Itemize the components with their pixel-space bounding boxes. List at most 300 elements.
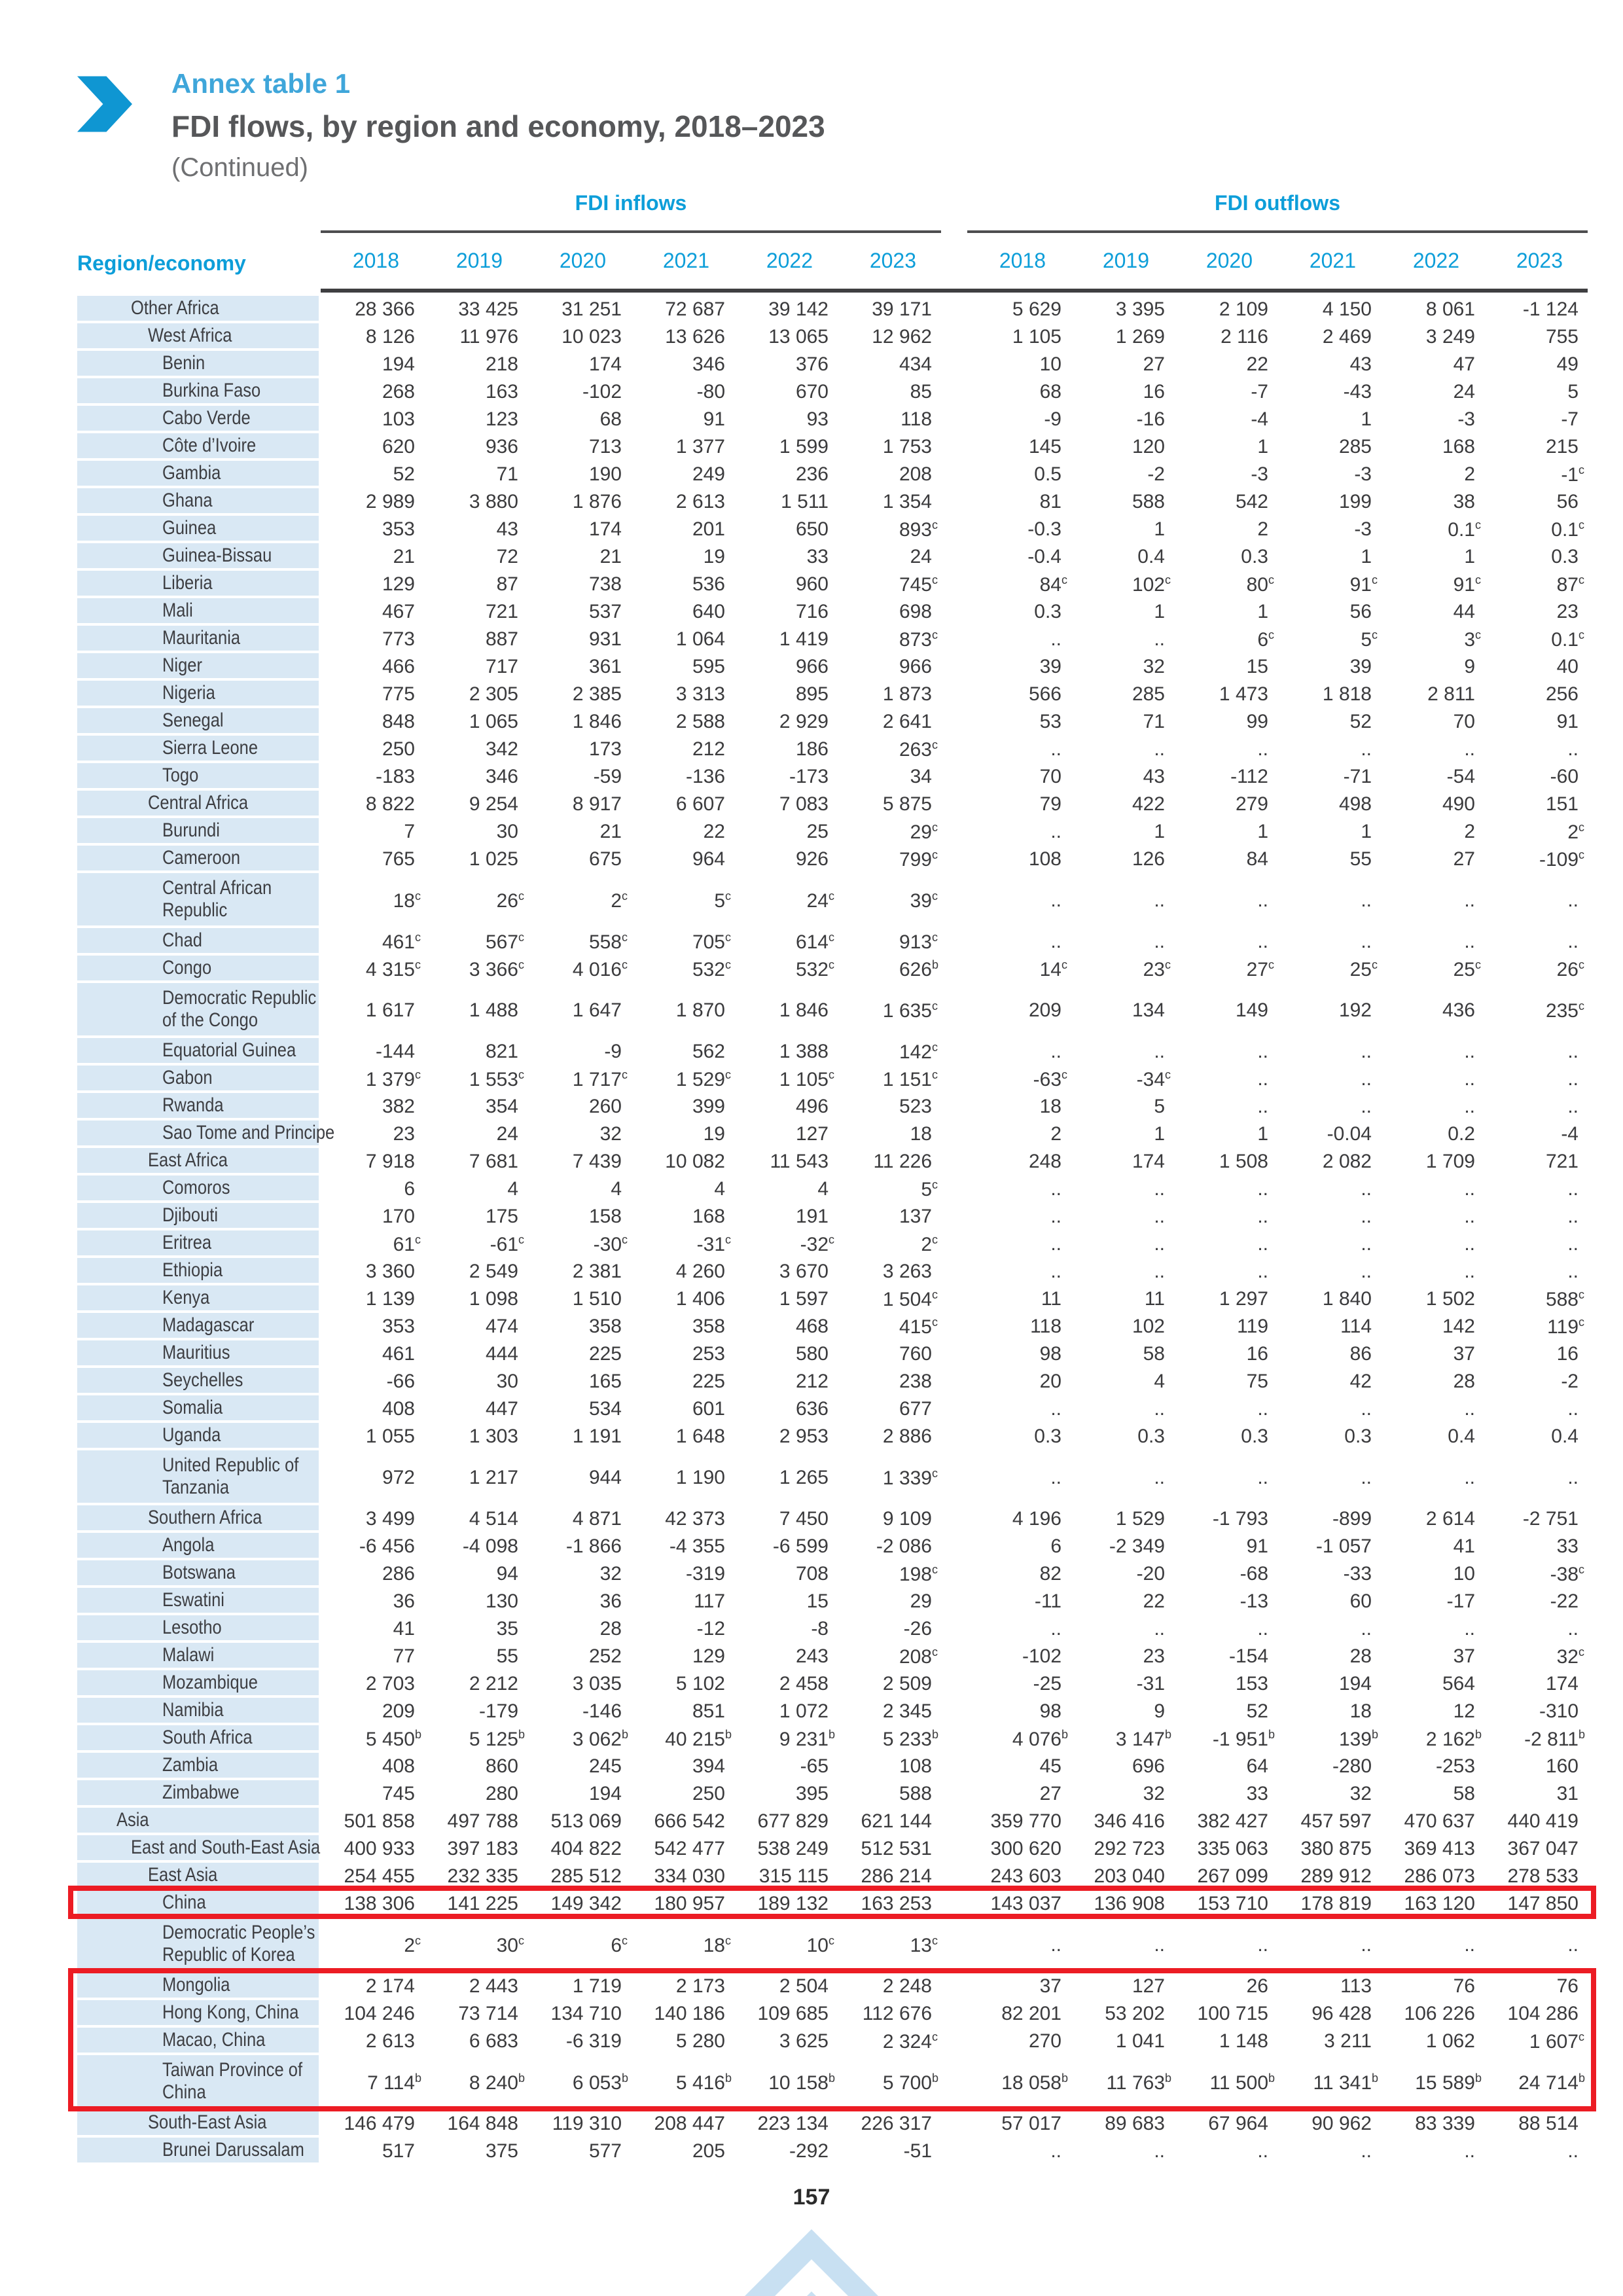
value-cell: 238 bbox=[899, 1371, 932, 1392]
value-cell: 4 076$^b$ bbox=[1012, 1727, 1069, 1750]
value-cell: 26$^c$ bbox=[496, 889, 524, 912]
value-cell: 3 249 bbox=[1425, 326, 1475, 348]
value-cell: 434 bbox=[899, 353, 932, 375]
value-cell: 2 641 bbox=[882, 711, 932, 732]
value-cell: 27 bbox=[1039, 1783, 1061, 1804]
value-cell: -146 bbox=[582, 1700, 622, 1722]
value-cell: 2 613 bbox=[365, 2030, 415, 2052]
value-cell: 4 260 bbox=[675, 1261, 725, 1282]
value-cell: 5 875 bbox=[882, 793, 932, 815]
value-cell: 713 bbox=[588, 436, 622, 457]
region-label: Gambia bbox=[77, 461, 319, 488]
row-values bbox=[321, 1340, 1588, 1368]
value-cell: 29$^c$ bbox=[910, 820, 938, 843]
value-cell: 1 617 bbox=[365, 999, 415, 1021]
region-label: Namibia bbox=[77, 1698, 319, 1725]
row-values bbox=[321, 1808, 1588, 1835]
value-cell: 461$^c$ bbox=[382, 930, 421, 953]
value-cell: .. bbox=[1361, 1398, 1372, 1420]
row-values bbox=[321, 296, 1588, 323]
value-cell: 893$^c$ bbox=[899, 518, 938, 541]
value-cell: 91 bbox=[1556, 711, 1578, 732]
value-cell: .. bbox=[1464, 889, 1475, 911]
table-row bbox=[0, 1615, 1623, 1643]
value-cell: 1 339$^c$ bbox=[882, 1466, 938, 1489]
value-cell: 542 477 bbox=[654, 1838, 725, 1859]
value-cell: 9 254 bbox=[469, 793, 518, 815]
value-cell: 773 bbox=[382, 628, 415, 650]
region-label: Democratic People’s Republic of Korea bbox=[77, 1918, 319, 1973]
value-cell: 2 811 bbox=[1427, 683, 1475, 705]
value-cell: 10 158$^b$ bbox=[768, 2071, 836, 2094]
value-cell: 5 233$^b$ bbox=[882, 1727, 939, 1750]
value-cell: 160 bbox=[1545, 1755, 1578, 1777]
value-cell: 11 bbox=[1144, 1288, 1165, 1310]
value-cell: 501 858 bbox=[344, 1810, 415, 1832]
table-row bbox=[0, 1423, 1623, 1450]
value-cell: 601 bbox=[692, 1398, 725, 1420]
value-cell: 104 286 bbox=[1507, 2003, 1578, 2024]
value-cell: 89 683 bbox=[1105, 2113, 1165, 2134]
value-cell: 127 bbox=[795, 1123, 829, 1145]
value-cell: 0.3 bbox=[1551, 546, 1578, 567]
region-label: Zimbabwe bbox=[77, 1780, 319, 1808]
table-row bbox=[0, 1890, 1623, 1918]
value-cell: 0.3 bbox=[1137, 1426, 1165, 1447]
value-cell: .. bbox=[1567, 1467, 1578, 1488]
value-cell: 285 512 bbox=[550, 1865, 622, 1887]
value-cell: 87$^c$ bbox=[1556, 573, 1584, 596]
value-cell: 194 bbox=[588, 1783, 622, 1804]
value-cell: 163 120 bbox=[1404, 1893, 1475, 1914]
year-header: 2021 bbox=[1309, 249, 1356, 272]
year-header: 2023 bbox=[869, 249, 916, 272]
row-values bbox=[321, 791, 1588, 818]
row-values bbox=[321, 818, 1588, 846]
value-cell: 79 bbox=[1039, 793, 1061, 815]
value-cell: 2 886 bbox=[882, 1426, 932, 1447]
value-cell: 2 989 bbox=[365, 491, 415, 512]
value-cell: 2 bbox=[1464, 821, 1475, 842]
value-cell: .. bbox=[1567, 1261, 1578, 1282]
value-cell: 279 bbox=[1235, 793, 1268, 815]
value-cell: 353 bbox=[382, 518, 415, 540]
value-cell: 3 366$^c$ bbox=[469, 958, 524, 980]
value-cell: .. bbox=[1567, 1096, 1578, 1117]
value-cell: 42 373 bbox=[665, 1508, 725, 1530]
value-cell: -51 bbox=[903, 2140, 932, 2162]
value-cell: 8 061 bbox=[1425, 298, 1475, 320]
value-cell: 1 217 bbox=[469, 1467, 518, 1488]
value-cell: 119 bbox=[1237, 1316, 1268, 1337]
value-cell: .. bbox=[1361, 1467, 1372, 1488]
value-cell: 5 450$^b$ bbox=[365, 1727, 422, 1750]
value-cell: 5$^c$ bbox=[1361, 628, 1378, 651]
table-row bbox=[0, 1780, 1623, 1808]
row-values bbox=[321, 1615, 1588, 1643]
value-cell: 8 822 bbox=[365, 793, 415, 815]
value-cell: 130 bbox=[485, 1590, 518, 1612]
value-cell: 32 bbox=[599, 1123, 622, 1145]
row-values bbox=[321, 873, 1588, 928]
table-row bbox=[0, 461, 1623, 488]
value-cell: 28 bbox=[599, 1618, 622, 1640]
value-cell: 109 685 bbox=[757, 2003, 829, 2024]
value-cell: 1 bbox=[1361, 546, 1372, 567]
value-cell: 18 bbox=[910, 1123, 932, 1145]
value-cell: 11 226 bbox=[873, 1151, 932, 1172]
fdi-outflows-header: FDI outflows bbox=[1215, 191, 1340, 215]
table-row bbox=[0, 2138, 1623, 2165]
value-cell: 163 bbox=[485, 381, 518, 403]
value-cell: -319 bbox=[685, 1563, 725, 1585]
value-cell: 2 174 bbox=[365, 1975, 415, 1997]
value-cell: 532$^c$ bbox=[795, 958, 834, 980]
value-cell: 538 249 bbox=[757, 1838, 829, 1859]
region-label: Mauritania bbox=[77, 626, 319, 653]
value-cell: .. bbox=[1050, 1398, 1061, 1420]
row-values bbox=[321, 1203, 1588, 1230]
value-cell: 675 bbox=[588, 848, 622, 870]
year-header: 2019 bbox=[1102, 249, 1149, 272]
value-cell: 102 bbox=[1132, 1316, 1165, 1337]
value-cell: 226 317 bbox=[861, 2113, 932, 2134]
value-cell: -13 bbox=[1240, 1590, 1268, 1612]
value-cell: 755 bbox=[1545, 326, 1578, 348]
value-cell: 705$^c$ bbox=[692, 930, 731, 953]
value-cell: .. bbox=[1464, 1398, 1475, 1420]
value-cell: 1 bbox=[1257, 601, 1268, 622]
value-cell: 1 508 bbox=[1219, 1151, 1268, 1172]
year-header: 2020 bbox=[1205, 249, 1253, 272]
value-cell: 31 251 bbox=[562, 298, 622, 320]
value-cell: -4 bbox=[1561, 1123, 1578, 1145]
value-cell: 39 142 bbox=[768, 298, 829, 320]
value-cell: 2 443 bbox=[469, 1975, 518, 1997]
value-cell: .. bbox=[1464, 738, 1475, 760]
value-cell: -59 bbox=[593, 766, 622, 787]
value-cell: 28 366 bbox=[355, 298, 415, 320]
value-cell: 70 bbox=[1039, 766, 1061, 787]
value-cell: 256 bbox=[1545, 683, 1578, 705]
region-label: United Republic of Tanzania bbox=[77, 1450, 319, 1505]
value-cell: -6 319 bbox=[565, 2030, 622, 2052]
value-cell: 400 933 bbox=[344, 1838, 415, 1859]
value-cell: -16 bbox=[1136, 408, 1165, 430]
value-cell: 118 bbox=[1030, 1316, 1061, 1337]
value-cell: 192 bbox=[1338, 999, 1372, 1021]
value-cell: -68 bbox=[1240, 1563, 1268, 1585]
value-cell: 3 880 bbox=[469, 491, 518, 512]
value-cell: 41 bbox=[1453, 1535, 1475, 1557]
value-cell: -11 bbox=[1034, 1590, 1061, 1612]
value-cell: .. bbox=[1154, 628, 1165, 650]
value-cell: 2 305 bbox=[469, 683, 518, 705]
value-cell: 52 bbox=[393, 463, 415, 485]
row-values bbox=[321, 736, 1588, 763]
value-cell: 1 303 bbox=[469, 1426, 518, 1447]
value-cell: 708 bbox=[795, 1563, 829, 1585]
value-cell: 0.1$^c$ bbox=[1551, 628, 1584, 651]
row-values bbox=[321, 1698, 1588, 1725]
value-cell: 887 bbox=[485, 628, 518, 650]
value-cell: 1 055 bbox=[365, 1426, 415, 1447]
value-cell: 0.3 bbox=[1241, 546, 1268, 567]
value-cell: 3$^c$ bbox=[1464, 628, 1481, 651]
value-cell: -17 bbox=[1446, 1590, 1475, 1612]
value-cell: 1 846 bbox=[779, 999, 829, 1021]
value-cell: -253 bbox=[1435, 1755, 1475, 1777]
value-cell: 2 588 bbox=[675, 711, 725, 732]
table-row bbox=[0, 1450, 1623, 1505]
value-cell: 9 bbox=[1464, 656, 1475, 677]
value-cell: 13 626 bbox=[665, 326, 725, 348]
value-cell: 1 648 bbox=[675, 1426, 725, 1447]
value-cell: 447 bbox=[485, 1398, 518, 1420]
value-cell: 33 425 bbox=[458, 298, 518, 320]
value-cell: 397 183 bbox=[447, 1838, 518, 1859]
value-cell: -60 bbox=[1550, 766, 1578, 787]
row-values bbox=[321, 1395, 1588, 1423]
value-cell: 43 bbox=[496, 518, 518, 540]
value-cell: 2 469 bbox=[1322, 326, 1372, 348]
value-cell: .. bbox=[1154, 1206, 1165, 1227]
value-cell: 2$^c$ bbox=[404, 1933, 421, 1956]
value-cell: 114 bbox=[1340, 1316, 1372, 1337]
value-cell: 32 bbox=[1143, 656, 1165, 677]
value-cell: 1 504$^c$ bbox=[882, 1287, 938, 1310]
value-cell: 23 bbox=[1143, 1645, 1165, 1667]
value-cell: 361 bbox=[588, 656, 622, 677]
value-cell: 1 597 bbox=[779, 1288, 829, 1310]
value-cell: 4 bbox=[507, 1178, 518, 1200]
value-cell: 91$^c$ bbox=[1349, 573, 1378, 596]
row-values bbox=[321, 928, 1588, 956]
value-cell: 6 bbox=[1050, 1535, 1061, 1557]
row-values bbox=[321, 1753, 1588, 1780]
value-cell: 588 bbox=[899, 1783, 932, 1804]
row-values bbox=[321, 1918, 1588, 1973]
value-cell: 4 bbox=[611, 1178, 622, 1200]
value-cell: 83 339 bbox=[1415, 2113, 1475, 2134]
value-cell: 0.3 bbox=[1034, 601, 1061, 622]
value-cell: 21 bbox=[393, 546, 415, 567]
value-cell: 936 bbox=[485, 436, 518, 457]
value-cell: 1 717$^c$ bbox=[572, 1067, 628, 1090]
page-subtitle: (Continued) bbox=[171, 153, 309, 182]
value-cell: 21 bbox=[599, 821, 622, 842]
chevron-logo-icon bbox=[77, 76, 132, 132]
value-cell: 716 bbox=[795, 601, 829, 622]
value-cell: 209 bbox=[382, 1700, 415, 1722]
table-row bbox=[0, 818, 1623, 846]
table-row bbox=[0, 1395, 1623, 1423]
value-cell: 174 bbox=[1545, 1673, 1578, 1695]
value-cell: 461 bbox=[382, 1343, 415, 1365]
value-cell: 25 bbox=[806, 821, 829, 842]
value-cell: 408 bbox=[382, 1755, 415, 1777]
value-cell: 358 bbox=[692, 1316, 725, 1337]
value-cell: 40 bbox=[1556, 656, 1578, 677]
value-cell: 11 763$^b$ bbox=[1106, 2071, 1172, 2094]
value-cell: .. bbox=[1361, 1206, 1372, 1227]
value-cell: 395 bbox=[795, 1783, 829, 1804]
value-cell: 102$^c$ bbox=[1132, 573, 1171, 596]
region-label: Somalia bbox=[77, 1395, 319, 1423]
row-values bbox=[321, 1780, 1588, 1808]
table-row bbox=[0, 1340, 1623, 1368]
value-cell: 3 211 bbox=[1324, 2030, 1372, 2052]
row-values bbox=[321, 351, 1588, 378]
year-header: 2021 bbox=[662, 249, 709, 272]
value-cell: 39 bbox=[1039, 656, 1061, 677]
value-cell: 650 bbox=[795, 518, 829, 540]
region-label: Hong Kong, China bbox=[77, 2000, 319, 2028]
value-cell: .. bbox=[1050, 628, 1061, 650]
value-cell: 170 bbox=[382, 1206, 415, 1227]
value-cell: 52 bbox=[1349, 711, 1372, 732]
value-cell: 12 bbox=[1453, 1700, 1475, 1722]
value-cell: 3 670 bbox=[779, 1261, 829, 1282]
value-cell: -63$^c$ bbox=[1033, 1067, 1067, 1090]
value-cell: 6$^c$ bbox=[611, 1933, 628, 1956]
value-cell: 2 212 bbox=[469, 1673, 518, 1695]
value-cell: 58 bbox=[1143, 1343, 1165, 1365]
value-cell: 278 533 bbox=[1507, 1865, 1578, 1887]
value-cell: 1 502 bbox=[1425, 1288, 1475, 1310]
value-cell: .. bbox=[1361, 1041, 1372, 1062]
region-label: Mali bbox=[77, 598, 319, 626]
table-row bbox=[0, 1038, 1623, 1066]
value-cell: -1 866 bbox=[565, 1535, 622, 1557]
region-label: Sierra Leone bbox=[77, 736, 319, 763]
value-cell: 286 073 bbox=[1404, 1865, 1475, 1887]
value-cell: 15 bbox=[1246, 656, 1268, 677]
table-row bbox=[0, 1588, 1623, 1615]
value-cell: 0.3 bbox=[1344, 1426, 1372, 1447]
value-cell: 382 427 bbox=[1197, 1810, 1268, 1832]
value-cell: 760 bbox=[899, 1343, 932, 1365]
value-cell: -310 bbox=[1539, 1700, 1578, 1722]
value-cell: -2 086 bbox=[876, 1535, 932, 1557]
value-cell: 10 bbox=[1039, 353, 1061, 375]
table-row bbox=[0, 2110, 1623, 2138]
value-cell: 174 bbox=[1132, 1151, 1165, 1172]
value-cell: -109$^c$ bbox=[1539, 848, 1584, 870]
value-cell: 60 bbox=[1349, 1590, 1372, 1612]
value-cell: .. bbox=[1464, 1041, 1475, 1062]
value-cell: 289 912 bbox=[1300, 1865, 1372, 1887]
row-values bbox=[321, 1505, 1588, 1533]
value-cell: 11 543 bbox=[770, 1151, 829, 1172]
row-values bbox=[321, 2138, 1588, 2165]
value-cell: 292 723 bbox=[1094, 1838, 1165, 1859]
value-cell: 194 bbox=[382, 353, 415, 375]
value-cell: 0.4 bbox=[1551, 1426, 1578, 1447]
value-cell: 580 bbox=[795, 1343, 829, 1365]
value-cell: 19 bbox=[703, 546, 725, 567]
value-cell: 567$^c$ bbox=[485, 930, 524, 953]
row-values bbox=[321, 1973, 1588, 2000]
value-cell: 26 bbox=[1246, 1975, 1268, 1997]
value-cell: .. bbox=[1464, 1178, 1475, 1200]
row-values bbox=[321, 653, 1588, 681]
row-values bbox=[321, 983, 1588, 1038]
table-row bbox=[0, 873, 1623, 928]
value-cell: -3 bbox=[1457, 408, 1475, 430]
table-row bbox=[0, 1093, 1623, 1121]
value-cell: .. bbox=[1050, 1233, 1061, 1255]
value-cell: -7 bbox=[1561, 408, 1578, 430]
row-values bbox=[321, 1670, 1588, 1698]
region-label: Senegal bbox=[77, 708, 319, 736]
value-cell: 2 162$^b$ bbox=[1425, 1727, 1482, 1750]
value-cell: .. bbox=[1257, 1233, 1268, 1255]
value-cell: 24 bbox=[496, 1123, 518, 1145]
value-cell: .. bbox=[1050, 1467, 1061, 1488]
value-cell: 98 bbox=[1039, 1343, 1061, 1365]
region-label: Uganda bbox=[77, 1423, 319, 1450]
value-cell: 1 876 bbox=[572, 491, 622, 512]
bottom-chevrons-icon bbox=[732, 2229, 891, 2296]
value-cell: 300 620 bbox=[990, 1838, 1061, 1859]
value-cell: 280 bbox=[485, 1783, 518, 1804]
value-cell: 380 875 bbox=[1300, 1838, 1372, 1859]
value-cell: .. bbox=[1154, 738, 1165, 760]
value-cell: -3 bbox=[1354, 518, 1372, 540]
value-cell: 745$^c$ bbox=[899, 573, 938, 596]
table-row bbox=[0, 1175, 1623, 1203]
value-cell: 24$^c$ bbox=[806, 889, 834, 912]
value-cell: 32 bbox=[1349, 1783, 1372, 1804]
value-cell: 1 388 bbox=[779, 1041, 829, 1062]
value-cell: 53 bbox=[1039, 711, 1061, 732]
value-cell: 466 bbox=[382, 656, 415, 677]
value-cell: 517 bbox=[382, 2140, 415, 2162]
table-row bbox=[0, 708, 1623, 736]
value-cell: 68 bbox=[599, 408, 622, 430]
value-cell: 117 bbox=[694, 1590, 725, 1612]
value-cell: 32 bbox=[1143, 1783, 1165, 1804]
region-economy-header: Region/economy bbox=[77, 251, 246, 275]
value-cell: 1 062 bbox=[1425, 2030, 1475, 2052]
table-row bbox=[0, 598, 1623, 626]
value-cell: 23$^c$ bbox=[1143, 958, 1171, 980]
value-cell: 721 bbox=[485, 601, 518, 622]
value-cell: 2 bbox=[1464, 463, 1475, 485]
value-cell: 2 082 bbox=[1322, 1151, 1372, 1172]
value-cell: 11 976 bbox=[459, 326, 518, 348]
row-values bbox=[321, 1725, 1588, 1753]
value-cell: .. bbox=[1567, 2140, 1578, 2162]
value-cell: .. bbox=[1361, 1618, 1372, 1640]
value-cell: .. bbox=[1567, 1178, 1578, 1200]
value-cell: 16 bbox=[1143, 381, 1165, 403]
value-cell: 7 681 bbox=[469, 1151, 518, 1172]
value-cell: .. bbox=[1567, 1934, 1578, 1956]
value-cell: 140 186 bbox=[654, 2003, 725, 2024]
value-cell: 186 bbox=[795, 738, 829, 760]
value-cell: .. bbox=[1257, 931, 1268, 952]
value-cell: 4 bbox=[714, 1178, 725, 1200]
value-cell: 913$^c$ bbox=[899, 930, 938, 953]
value-cell: 153 bbox=[1235, 1673, 1268, 1695]
value-cell: -1 057 bbox=[1315, 1535, 1372, 1557]
region-label: Côte d’Ivoire bbox=[77, 433, 319, 461]
value-cell: 212 bbox=[692, 738, 725, 760]
value-cell: 0.5 bbox=[1034, 463, 1061, 485]
value-cell: 4 bbox=[817, 1178, 829, 1200]
